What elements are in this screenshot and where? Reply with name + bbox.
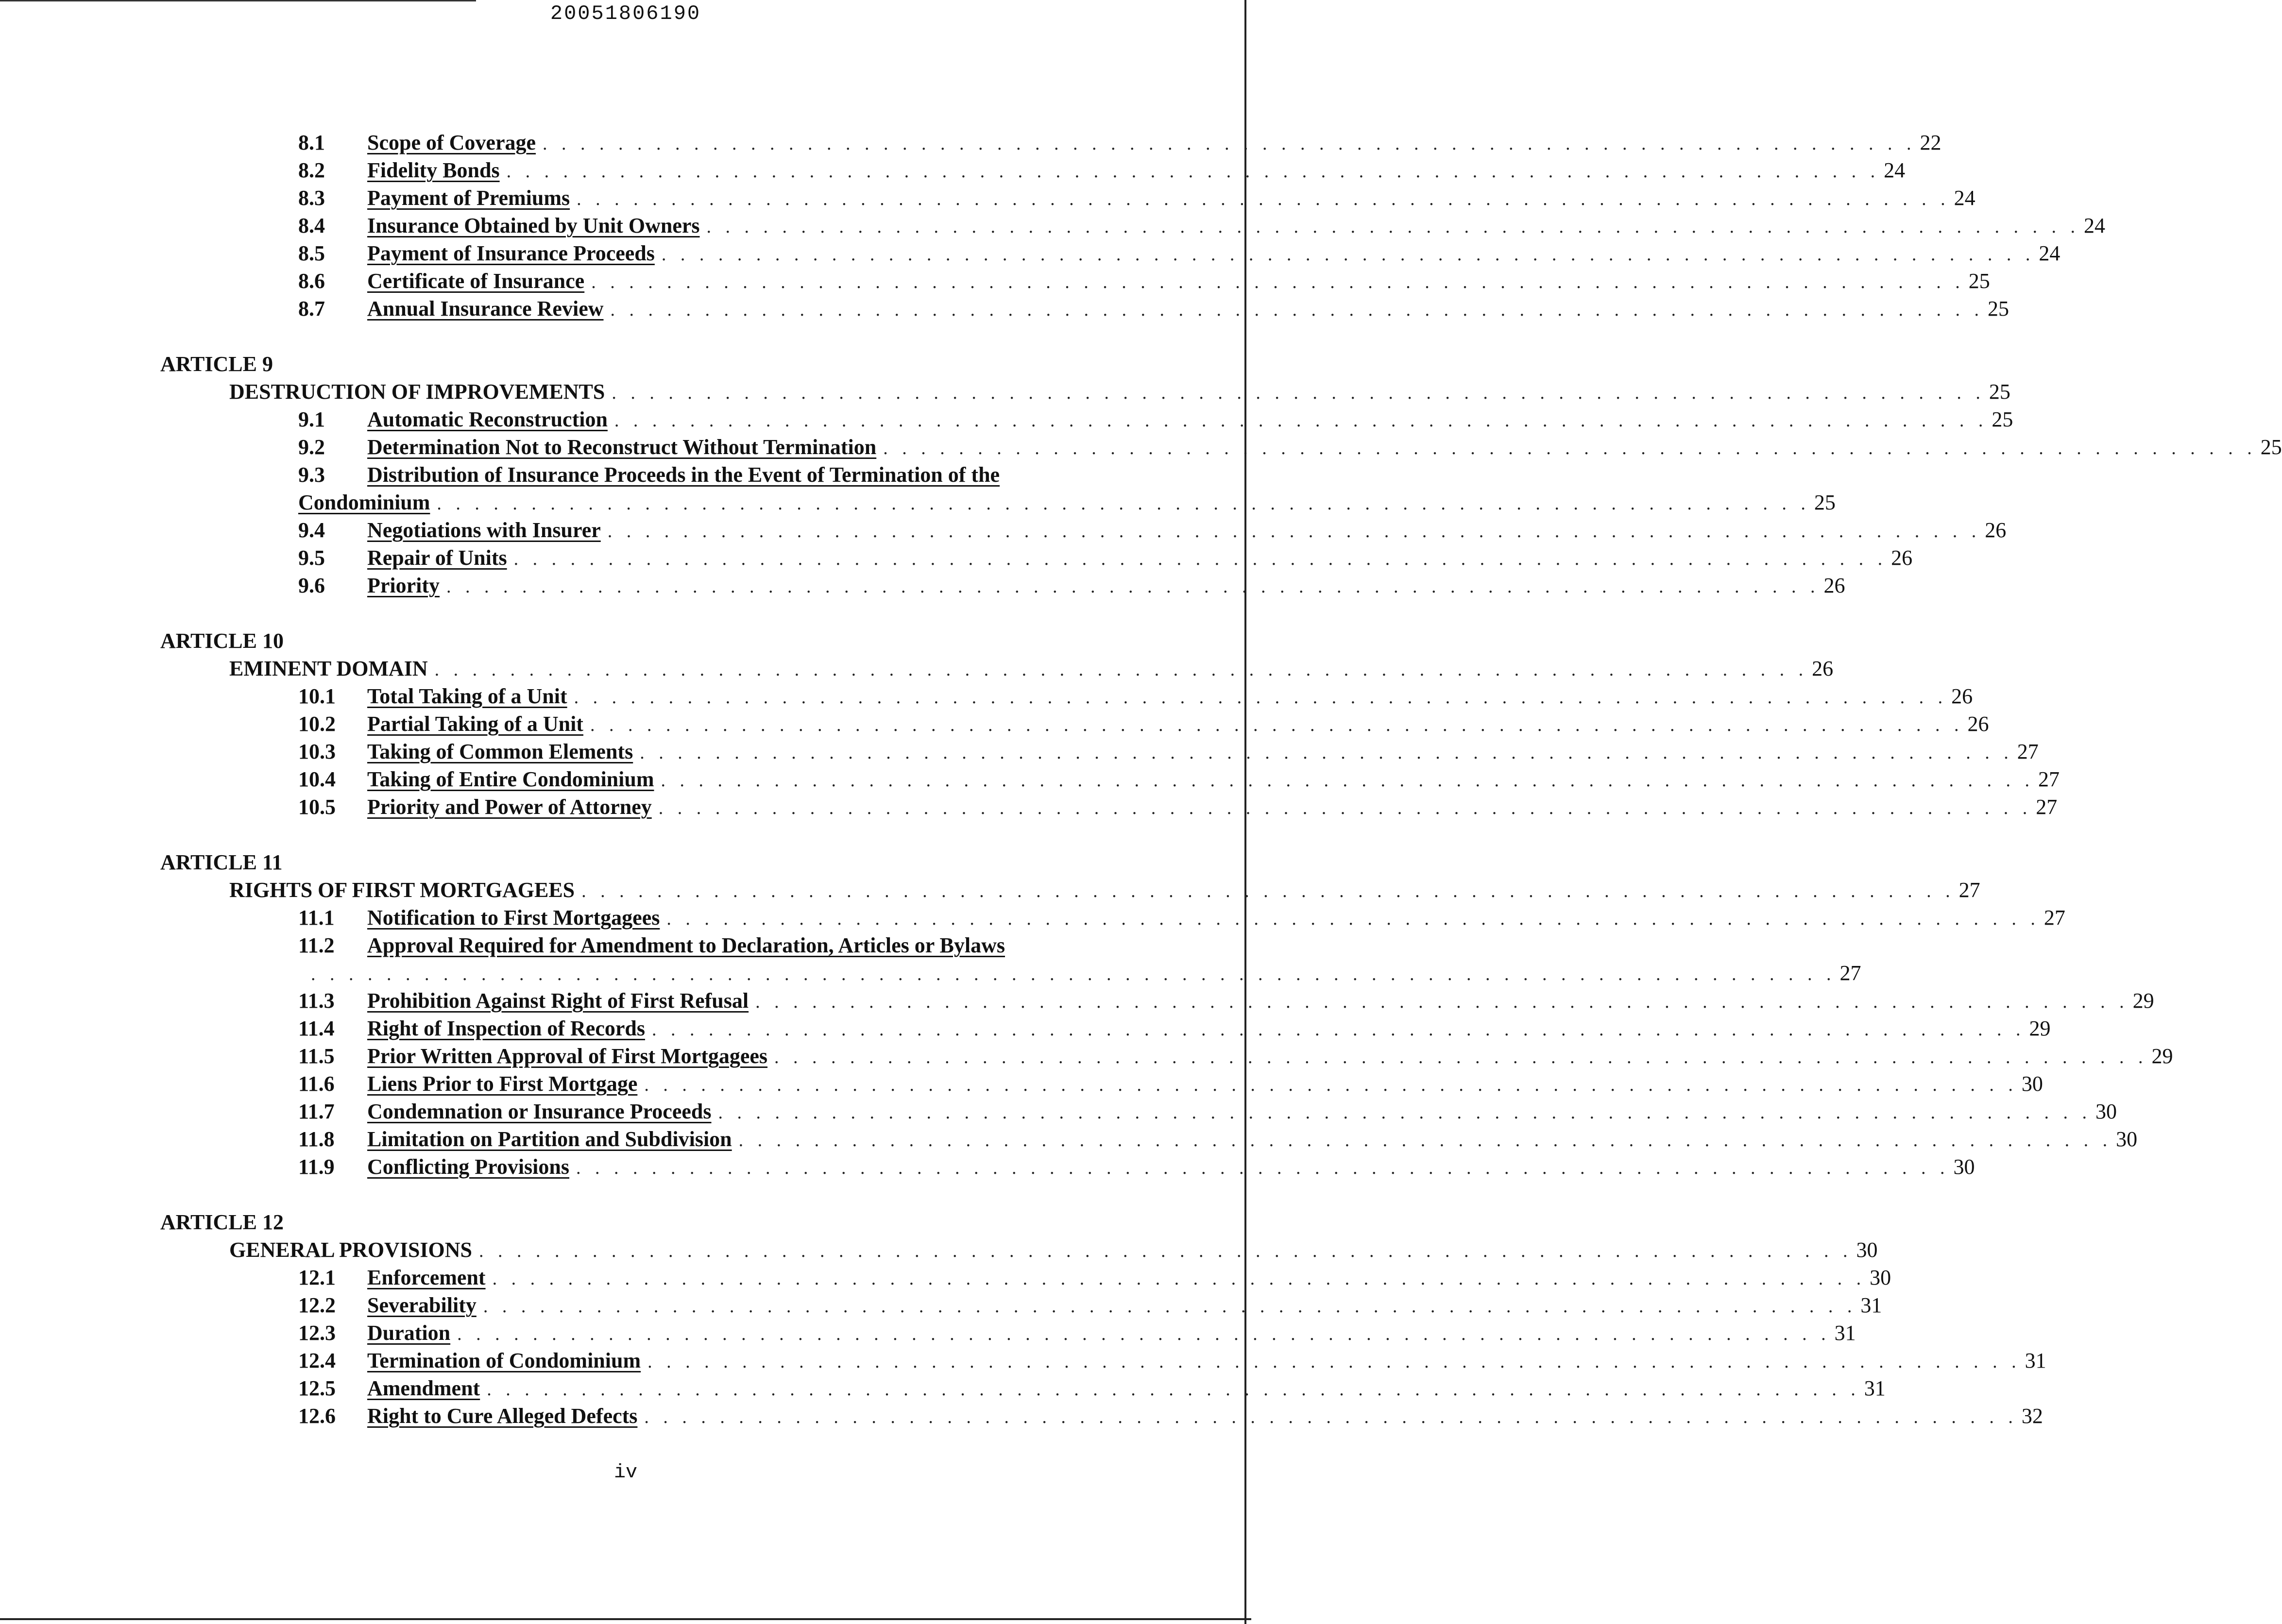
- article-10-label: ARTICLE 10: [160, 629, 284, 653]
- article-9-heading[interactable]: [229, 378, 2010, 406]
- entry-title: Fidelity Bonds: [367, 158, 500, 182]
- dot-leader: . . . . . . . . . . . . . . . . . . . . . . . . . . . . . . . . . . . . . . . . . . . . . . . . . . . . . . . . . . . . . . . . . . . . . . . . .: [614, 410, 1988, 431]
- entry-title: Duration: [367, 1321, 451, 1345]
- entry-page: 31: [2025, 1349, 2046, 1372]
- entry-number: 9.5: [298, 546, 325, 570]
- entry-page: 27: [2036, 795, 2058, 819]
- entry-number: 12.3: [298, 1321, 336, 1345]
- toc-entry-11-8[interactable]: [298, 1126, 2138, 1153]
- entry-number: 12.1: [298, 1266, 336, 1289]
- entry-title: Negotiations with Insurer: [367, 518, 601, 542]
- toc-entry-8-7[interactable]: [298, 295, 2009, 322]
- heading-title: RIGHTS OF FIRST MORTGAGEES: [229, 878, 575, 902]
- entry-page: 25: [1988, 297, 2009, 321]
- heading-title: DESTRUCTION OF IMPROVEMENTS: [229, 380, 605, 404]
- entry-title: Taking of Common Elements: [367, 740, 633, 763]
- entry-page: 25: [1992, 407, 2013, 431]
- entry-page: 27: [2038, 767, 2060, 791]
- dot-leader: . . . . . . . . . . . . . . . . . . . . . . . . . . . . . . . . . . . . . . . . . . . . . . . . . . . . . . . . . . . . . . . . . . . . . . . . .: [483, 1296, 1857, 1317]
- article-12-heading[interactable]: [229, 1236, 1878, 1264]
- entry-number: 9.1: [298, 407, 325, 431]
- entry-number: 11.7: [298, 1100, 335, 1123]
- entry-title: Right of Inspection of Records: [367, 1016, 645, 1040]
- entry-title: Right to Cure Alleged Defects: [367, 1404, 638, 1428]
- toc-entry-11-9[interactable]: [298, 1153, 1975, 1181]
- dot-leader: . . . . . . . . . . . . . . . . . . . . . . . . . . . . . . . . . . . . . . . . . . . . . . . . . . . . . . . . . . . . . . . . . . . . . . . . .: [607, 521, 1981, 541]
- dot-leader: . . . . . . . . . . . . . . . . . . . . . . . . . . . . . . . . . . . . . . . . . . . . . . . . . . . . . . . . . . . . . . . . . . . . . . . . .: [661, 244, 2035, 265]
- entry-title: Insurance Obtained by Unit Owners: [367, 214, 700, 237]
- toc-entry-11-3[interactable]: [298, 987, 2154, 1015]
- entry-page: 30: [1953, 1155, 1975, 1179]
- entry-page: 26: [1891, 546, 1913, 570]
- dot-leader: . . . . . . . . . . . . . . . . . . . . . . . . . . . . . . . . . . . . . . . . . . . . . . . . . . . . . . . . . . . . . . . . . . . . . . . . .: [577, 189, 1950, 209]
- entry-page: 30: [2095, 1100, 2117, 1123]
- entry-title-continued: Condominium: [298, 491, 430, 514]
- dot-leader: . . . . . . . . . . . . . . . . . . . . . . . . . . . . . . . . . . . . . . . . . . . . . . . . . . . . . . . . . . . . . . . . . . . . . . . . .: [644, 1075, 2018, 1095]
- entry-page: 32: [2021, 1404, 2043, 1428]
- dot-leader: . . . . . . . . . . . . . . . . . . . . . . . . . . . . . . . . . . . . . . . . . . . . . . . . . . . . . . . . . . . . . . . . . . . . . . . . .: [774, 1047, 2148, 1067]
- entry-number: 11.2: [298, 933, 335, 957]
- entry-page: 31: [1860, 1293, 1882, 1317]
- entry-number: 9.6: [298, 574, 325, 597]
- entry-title: Priority and Power of Attorney: [367, 795, 652, 819]
- entry-number: 11.6: [298, 1072, 335, 1096]
- toc-entry-8-5[interactable]: [298, 240, 2061, 267]
- toc-entry-11-2-continued[interactable]: [311, 960, 1861, 987]
- entry-page: 24: [1884, 158, 1906, 182]
- dot-leader: . . . . . . . . . . . . . . . . . . . . . . . . . . . . . . . . . . . . . . . . . . . . . . . . . . . . . . . . . . . . . . . . . . . . . . . . .: [610, 300, 1984, 320]
- entry-title: Distribution of Insurance Proceeds in the Event of Termination of the: [367, 463, 1000, 487]
- entry-number: 8.4: [298, 214, 325, 237]
- dot-leader: . . . . . . . . . . . . . . . . . . . . . . . . . . . . . . . . . . . . . . . . . . . . . . . . . . . . . . . . . . . . . . . . . . . . . . . . .: [755, 992, 2129, 1012]
- entry-title: Severability: [367, 1293, 477, 1317]
- toc-entry-12-4[interactable]: [298, 1347, 2046, 1374]
- toc-entry-9-1[interactable]: [298, 406, 2013, 433]
- dot-leader: . . . . . . . . . . . . . . . . . . . . . . . . . . . . . . . . . . . . . . . . . . . . . . . . . . . . . . . . . . . . . . . . . . . . . . . . .: [718, 1102, 2092, 1123]
- entry-number: 12.2: [298, 1293, 336, 1317]
- dot-leader: . . . . . . . . . . . . . . . . . . . . . . . . . . . . . . . . . . . . . . . . . . . . . . . . . . . . . . . . . . . . . . . . . . . . . . . . .: [506, 161, 1880, 182]
- article-11-heading[interactable]: [229, 877, 1980, 904]
- toc-entry-11-2[interactable]: [298, 932, 1056, 959]
- entry-number: 8.1: [298, 131, 325, 154]
- entry-number: 11.5: [298, 1044, 335, 1068]
- heading-title: EMINENT DOMAIN: [229, 657, 428, 680]
- toc-entry-8-3[interactable]: [298, 185, 1975, 212]
- entry-number: 8.2: [298, 158, 325, 182]
- dot-leader: . . . . . . . . . . . . . . . . . . . . . . . . . . . . . . . . . . . . . . . . . . . . . . . . . . . . . . . . . . . . . . . . . . . . . . . . .: [661, 770, 2034, 791]
- entry-number: 11.1: [298, 906, 335, 930]
- toc-entry-10-3[interactable]: [298, 738, 2039, 765]
- toc-entry-10-5[interactable]: [298, 794, 2058, 821]
- entry-title: Determination Not to Reconstruct Without Termination: [367, 435, 877, 459]
- page-number: iv: [613, 1462, 637, 1484]
- heading-page: 27: [1958, 878, 1980, 902]
- dot-leader: . . . . . . . . . . . . . . . . . . . . . . . . . . . . . . . . . . . . . . . . . . . . . . . . . . . . . . . . . . . . . . . . . . . . . . . . .: [647, 1352, 2021, 1372]
- entry-page: 26: [1967, 712, 1989, 736]
- entry-page: 30: [1870, 1266, 1891, 1289]
- entry-number: 10.1: [298, 684, 336, 708]
- entry-page: 26: [1985, 518, 2007, 542]
- dot-leader: . . . . . . . . . . . . . . . . . . . . . . . . . . . . . . . . . . . . . . . . . . . . . . . . . . . . . . . . . . . . . . . . . . . . . . . . .: [457, 1324, 1831, 1344]
- article-12-label: ARTICLE 12: [160, 1210, 284, 1234]
- entry-page: 25: [1968, 269, 1990, 293]
- toc-entry-9-6[interactable]: [298, 572, 1845, 599]
- toc-entry-11-4[interactable]: [298, 1015, 2051, 1042]
- entry-page: 26: [1823, 574, 1845, 597]
- entry-title: Notification to First Mortgagees: [367, 906, 660, 930]
- dot-leader: . . . . . . . . . . . . . . . . . . . . . . . . . . . . . . . . . . . . . . . . . . . . . . . . . . . . . . . . . . . . . . . . . . . . . . . . .: [437, 493, 1810, 514]
- heading-page: 25: [1989, 380, 2010, 404]
- entry-number: 11.4: [298, 1016, 335, 1040]
- toc-entry-10-2[interactable]: [298, 710, 1989, 738]
- entry-title: Amendment: [367, 1376, 480, 1400]
- dot-leader: . . . . . . . . . . . . . . . . . . . . . . . . . . . . . . . . . . . . . . . . . . . . . . . . . . . . . . . . . . . . . . . . . . . . . . . . .: [487, 1379, 1860, 1400]
- entry-title: Termination of Condominium: [367, 1349, 641, 1372]
- toc-entry-12-2[interactable]: [298, 1292, 1882, 1319]
- heading-page: 30: [1856, 1238, 1878, 1262]
- dot-leader: . . . . . . . . . . . . . . . . . . . . . . . . . . . . . . . . . . . . . . . . . . . . . . . . . . . . . . . . . . . . . . . . . . . . . . . . .: [581, 881, 1955, 901]
- entry-title: Annual Insurance Review: [367, 297, 604, 321]
- entry-number: 11.9: [298, 1155, 335, 1179]
- dot-leader: . . . . . . . . . . . . . . . . . . . . . . . . . . . . . . . . . . . . . . . . . . . . . . . . . . . . . . . . . . . . . . . . . . . . . . . . .: [640, 743, 2013, 763]
- dot-leader: . . . . . . . . . . . . . . . . . . . . . . . . . . . . . . . . . . . . . . . . . . . . . . . . . . . . . . . . . . . . . . . . . . . . . . . . .: [543, 134, 1916, 154]
- entry-number: 11.3: [298, 989, 335, 1013]
- entry-title: Priority: [367, 574, 440, 597]
- entry-number: 12.6: [298, 1404, 336, 1428]
- toc-entry-8-4[interactable]: [298, 212, 2106, 239]
- entry-number: 8.5: [298, 241, 325, 265]
- dot-leader: . . . . . . . . . . . . . . . . . . . . . . . . . . . . . . . . . . . . . . . . . . . . . . . . . . . . . . . . . . . . . . . . . . . . . . . . .: [479, 1241, 1853, 1261]
- article-11-label: ARTICLE 11: [160, 850, 283, 874]
- toc-entry-12-3[interactable]: [298, 1320, 1856, 1347]
- entry-page: 25: [2260, 435, 2282, 459]
- entry-number: 12.4: [298, 1349, 336, 1372]
- document-id: 20051806190: [550, 2, 701, 25]
- entry-title: Taking of Entire Condominium: [367, 767, 654, 791]
- entry-number: 9.2: [298, 435, 325, 459]
- toc-entry-8-6[interactable]: [298, 268, 1990, 295]
- entry-page: 27: [2044, 906, 2065, 930]
- entry-title: Automatic Reconstruction: [367, 407, 608, 431]
- dot-leader: . . . . . . . . . . . . . . . . . . . . . . . . . . . . . . . . . . . . . . . . . . . . . . . . . . . . . . . . . . . . . . . . . . . . . . . . .: [513, 549, 1888, 569]
- entry-title: Condemnation or Insurance Proceeds: [367, 1100, 712, 1123]
- entry-title: Approval Required for Amendment to Declaration, Articles or Bylaws: [367, 933, 1005, 957]
- entry-number: 8.3: [298, 186, 325, 210]
- heading-page: 26: [1812, 657, 1834, 680]
- entry-number: 9.4: [298, 518, 325, 542]
- toc-entry-11-7[interactable]: [298, 1098, 2117, 1125]
- article-9-label: ARTICLE 9: [160, 352, 273, 376]
- entry-page: 31: [1864, 1376, 1886, 1400]
- toc-entry-12-1[interactable]: [298, 1264, 1891, 1291]
- toc-entry-9-5[interactable]: [298, 544, 1913, 572]
- toc-entry-8-1[interactable]: [298, 129, 1941, 156]
- dot-leader: . . . . . . . . . . . . . . . . . . . . . . . . . . . . . . . . . . . . . . . . . . . . . . . . . . . . . . . . . . . . . . . . . . . . . . . . .: [612, 383, 1985, 403]
- dot-leader: . . . . . . . . . . . . . . . . . . . . . . . . . . . . . . . . . . . . . . . . . . . . . . . . . . . . . . . . . . . . . . . . . . . . . . . . .: [446, 576, 1820, 597]
- dot-leader: . . . . . . . . . . . . . . . . . . . . . . . . . . . . . . . . . . . . . . . . . . . . . . . . . . . . . . . . . . . . . . . . . . . . . . . . .: [738, 1130, 2112, 1150]
- toc-entry-10-4[interactable]: [298, 766, 2060, 793]
- entry-number: 10.4: [298, 767, 336, 791]
- dot-leader: . . . . . . . . . . . . . . . . . . . . . . . . . . . . . . . . . . . . . . . . . . . . . . . . . . . . . . . . . . . . . . . . . . . . . . . . .: [706, 217, 2080, 237]
- dot-leader: . . . . . . . . . . . . . . . . . . . . . . . . . . . . . . . . . . . . . . . . . . . . . . . . . . . . . . . . . . . . . . . . . . . . . . . . .: [576, 1158, 1950, 1178]
- dot-leader: . . . . . . . . . . . . . . . . . . . . . . . . . . . . . . . . . . . . . . . . . . . . . . . . . . . . . . . . . . . . . . . . . . . . . . . . .: [644, 1407, 2018, 1427]
- toc-entry-9-3[interactable]: [298, 461, 1056, 489]
- toc-entry-10-1[interactable]: [298, 683, 1973, 710]
- dot-leader: . . . . . . . . . . . . . . . . . . . . . . . . . . . . . . . . . . . . . . . . . . . . . . . . . . . . . . . . . . . . . . . . . . . . . . . . .: [658, 798, 2032, 818]
- entry-title: Certificate of Insurance: [367, 269, 585, 293]
- entry-number: 9.3: [298, 463, 325, 487]
- entry-title: Liens Prior to First Mortgage: [367, 1072, 638, 1096]
- entry-number: 8.7: [298, 297, 325, 321]
- entry-number: 11.8: [298, 1127, 335, 1151]
- entry-page: 30: [2021, 1072, 2043, 1096]
- article-10-heading[interactable]: [229, 655, 1834, 682]
- entry-title: Enforcement: [367, 1266, 486, 1289]
- dot-leader: . . . . . . . . . . . . . . . . . . . . . . . . . . . . . . . . . . . . . . . . . . . . . . . . . . . . . . . . . . . . . . . . . . . . . . . . .: [651, 1019, 2026, 1040]
- entry-page: 27: [2017, 740, 2039, 763]
- entry-page: 27: [1839, 961, 1861, 985]
- entry-page: 24: [2039, 241, 2061, 265]
- dot-leader: . . . . . . . . . . . . . . . . . . . . . . . . . . . . . . . . . . . . . . . . . . . . . . . . . . . . . . . . . . . . . . . . . . . . . . . . .: [574, 687, 1948, 708]
- entry-title: Conflicting Provisions: [367, 1155, 570, 1179]
- dot-leader: . . . . . . . . . . . . . . . . . . . . . . . . . . . . . . . . . . . . . . . . . . . . . . . . . . . . . . . . . . . . . . . . . . . . . . . . .: [666, 909, 2040, 929]
- entry-number: 8.6: [298, 269, 325, 293]
- entry-page: 30: [2116, 1127, 2138, 1151]
- entry-title: Prohibition Against Right of First Refusal: [367, 989, 749, 1013]
- toc-entry-11-5[interactable]: [298, 1043, 2173, 1070]
- entry-title: Partial Taking of a Unit: [367, 712, 583, 736]
- entry-number: 10.3: [298, 740, 336, 763]
- entry-title: Payment of Insurance Proceeds: [367, 241, 655, 265]
- toc-entry-9-4[interactable]: [298, 517, 2007, 544]
- entry-number: 10.5: [298, 795, 336, 819]
- dot-leader: . . . . . . . . . . . . . . . . . . . . . . . . . . . . . . . . . . . . . . . . . . . . . . . . . . . . . . . . . . . . . . . . . . . . . . . . .: [492, 1269, 1866, 1289]
- entry-title: Total Taking of a Unit: [367, 684, 567, 708]
- entry-page: 26: [1951, 684, 1973, 708]
- entry-page: 29: [2029, 1016, 2051, 1040]
- toc-entry-11-6[interactable]: [298, 1070, 2043, 1098]
- entry-title: Repair of Units: [367, 546, 507, 570]
- entry-page: 29: [2132, 989, 2154, 1013]
- toc-entry-11-1[interactable]: [298, 904, 2065, 931]
- entry-page: 24: [2084, 214, 2106, 237]
- dot-leader: . . . . . . . . . . . . . . . . . . . . . . . . . . . . . . . . . . . . . . . . . . . . . . . . . . . . . . . . . . . . . . . . . . . . . . . . . . . . . . . . .: [311, 964, 1836, 984]
- toc-entry-9-3-continued[interactable]: [298, 489, 1836, 516]
- entry-title: Scope of Coverage: [367, 131, 536, 154]
- entry-page: 29: [2151, 1044, 2173, 1068]
- entry-number: 12.5: [298, 1376, 336, 1400]
- toc-entry-8-2[interactable]: [298, 157, 1906, 184]
- toc-entry-9-2[interactable]: [298, 434, 2282, 461]
- toc-entry-12-6[interactable]: [298, 1403, 2043, 1430]
- entry-page: 31: [1834, 1321, 1856, 1345]
- dot-leader: . . . . . . . . . . . . . . . . . . . . . . . . . . . . . . . . . . . . . . . . . . . . . . . . . . . . . . . . . . . . . . . . . . . . . . . . .: [591, 272, 1965, 292]
- entry-page: 24: [1954, 186, 1975, 210]
- entry-title: Limitation on Partition and Subdivision: [367, 1127, 732, 1151]
- toc-entry-12-5[interactable]: [298, 1375, 1886, 1402]
- dot-leader: . . . . . . . . . . . . . . . . . . . . . . . . . . . . . . . . . . . . . . . . . . . . . . . . . . . . . . . . . . . . . . . . . . . . . . . . .: [883, 438, 2257, 458]
- dot-leader: . . . . . . . . . . . . . . . . . . . . . . . . . . . . . . . . . . . . . . . . . . . . . . . . . . . . . . . . . . . . . . . . . . . . . . . . .: [434, 660, 1808, 680]
- entry-page: 25: [1814, 491, 1836, 514]
- entry-number: 10.2: [298, 712, 336, 736]
- heading-title: GENERAL PROVISIONS: [229, 1238, 473, 1262]
- dot-leader: . . . . . . . . . . . . . . . . . . . . . . . . . . . . . . . . . . . . . . . . . . . . . . . . . . . . . . . . . . . . . . . . . . . . . . . . .: [590, 715, 1964, 735]
- entry-title: Prior Written Approval of First Mortgagees: [367, 1044, 768, 1068]
- entry-page: 22: [1920, 131, 1941, 154]
- entry-title: Payment of Premiums: [367, 186, 570, 210]
